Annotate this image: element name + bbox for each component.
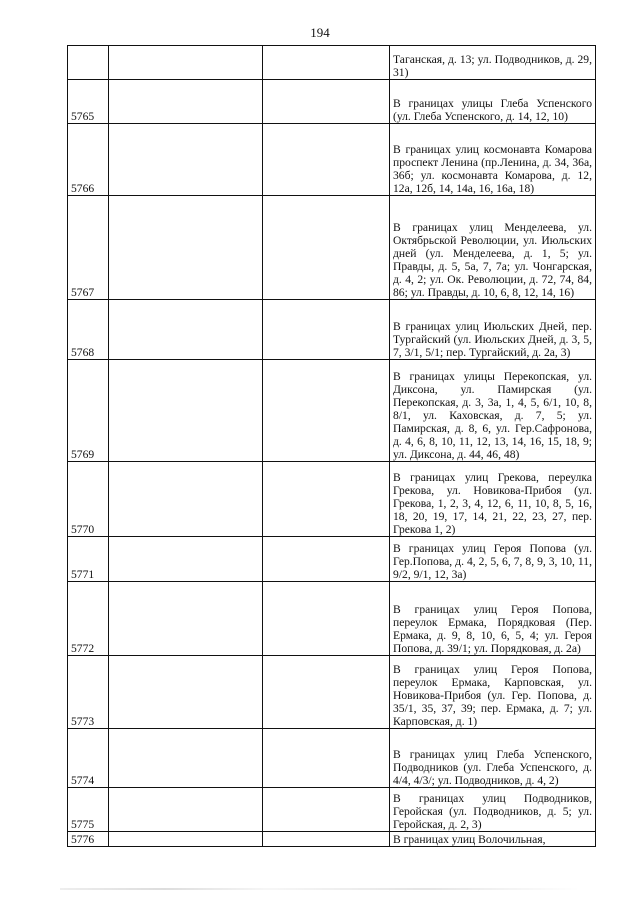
empty-cell <box>263 462 390 537</box>
empty-cell <box>109 537 263 582</box>
empty-cell <box>263 788 390 832</box>
empty-cell <box>263 729 390 788</box>
empty-cell <box>263 582 390 656</box>
empty-cell <box>109 46 263 80</box>
row-number: 5769 <box>68 360 109 462</box>
table-row <box>68 462 596 537</box>
table-row <box>68 80 596 124</box>
page-number: 194 <box>310 25 330 40</box>
empty-cell <box>109 360 263 462</box>
row-number: 5776 <box>68 832 109 847</box>
table-row <box>68 788 596 832</box>
table-row <box>68 124 596 196</box>
boundary-description: В границах улиц Глеба Успенского, Подводников (ул. Глеба Успенского, д. 4/4, 4/3/; ул. Подводников, д. 4, 2) <box>390 729 596 788</box>
boundary-description: Таганская, д. 13; ул. Подводников, д. 29, 31) <box>390 46 596 80</box>
row-number <box>68 46 109 80</box>
empty-cell <box>263 300 390 360</box>
boundary-description: В границах улиц Подводников, Геройская (ул. Подводников, д. 5; ул. Геройская, д. 2, 3) <box>390 788 596 832</box>
table-row <box>68 46 596 80</box>
row-number: 5773 <box>68 656 109 729</box>
empty-cell <box>109 832 263 847</box>
row-number: 5772 <box>68 582 109 656</box>
table-row <box>68 360 596 462</box>
empty-cell <box>109 729 263 788</box>
boundary-description: В границах улицы Перекопская, ул. Диксона, ул. Памирская (ул. Перекопская, д. 3, 3а, 1, 4, 5, 6/1, 10, 8, 8/1, ул. Каховская, д. 7, 5; ул. Памирская, д. 8, 6, ул. Гер.Сафронова, д. 4, 6, 8, 10, 11, 12, 13, 14, 16, 15, 18, 9; ул. Диксона, д. 44, 46, 48) <box>390 360 596 462</box>
scan-artifact-line <box>60 888 580 890</box>
empty-cell <box>109 656 263 729</box>
table-row <box>68 656 596 729</box>
empty-cell <box>109 582 263 656</box>
row-number: 5767 <box>68 196 109 300</box>
empty-cell <box>263 656 390 729</box>
empty-cell <box>263 196 390 300</box>
empty-cell <box>263 124 390 196</box>
table-row <box>68 582 596 656</box>
boundary-description: В границах улиц Героя Попова (ул. Гер.Попова, д. 4, 2, 5, 6, 7, 8, 9, 3, 10, 11, 9/2, 9/1, 12, 3а) <box>390 537 596 582</box>
empty-cell <box>109 788 263 832</box>
table-row <box>68 832 596 847</box>
empty-cell <box>109 462 263 537</box>
boundary-description: В границах улиц Грекова, переулка Грекова, ул. Новикова-Прибоя (ул. Грекова, 1, 2, 3, 4, 12, 6, 11, 10, 8, 5, 16, 18, 20, 19, 17, 14, 21, 22, 23, 27, пер. Грекова 1, 2) <box>390 462 596 537</box>
table-row <box>68 537 596 582</box>
table-row <box>68 300 596 360</box>
empty-cell <box>109 196 263 300</box>
row-number: 5774 <box>68 729 109 788</box>
boundary-description: В границах улиц Героя Попова, переулок Ермака, Порядковая (Пер. Ермака, д. 9, 8, 10, 6, 5, 4; ул. Героя Попова, д. 39/1; ул. Порядковая, д. 2а) <box>390 582 596 656</box>
boundary-description: В границах улиц Менделеева, ул. Октябрьской Революции, ул. Июльских дней (ул. Менделеева, д. 1, 5; ул. Правды, д. 5, 5а, 7, 7а; ул. Чонгарская, д. 4, 2; ул. Ок. Революции, д. 72, 74, 84, 86; ул. Правды, д. 10, 6, 8, 12, 14, 16) <box>390 196 596 300</box>
table-row <box>68 196 596 300</box>
register-table-body <box>68 46 596 847</box>
empty-cell <box>109 124 263 196</box>
row-number: 5765 <box>68 80 109 124</box>
boundary-description: В границах улиц Июльских Дней, пер. Тургайский (ул. Июльских Дней, д. 3, 5, 7, 3/1, 5/1; пер. Тургайский, д. 2а, 3) <box>390 300 596 360</box>
boundary-description: В границах улицы Глеба Успенского (ул. Глеба Успенского, д. 14, 12, 10) <box>390 80 596 124</box>
empty-cell <box>109 300 263 360</box>
empty-cell <box>263 832 390 847</box>
row-number: 5770 <box>68 462 109 537</box>
empty-cell <box>263 80 390 124</box>
empty-cell <box>263 537 390 582</box>
boundary-description: В границах улиц космонавта Комарова проспект Ленина (пр.Ленина, д. 34, 36а, 36б; ул. космонавта Комарова, д. 12, 12а, 12б, 14, 14а, 16, 16а, 18) <box>390 124 596 196</box>
boundary-description: В границах улиц Волочильная, <box>390 832 596 847</box>
register-table <box>67 45 596 847</box>
row-number: 5771 <box>68 537 109 582</box>
row-number: 5766 <box>68 124 109 196</box>
empty-cell <box>109 80 263 124</box>
boundary-description: В границах улиц Героя Попова, переулок Ермака, Карповская, ул. Новикова-Прибоя (ул. Гер. Попова, д. 35/1, 35, 37, 39; пер. Ермака, д. 7; ул. Карповская, д. 1) <box>390 656 596 729</box>
empty-cell <box>263 46 390 80</box>
row-number: 5768 <box>68 300 109 360</box>
row-number: 5775 <box>68 788 109 832</box>
table-row <box>68 729 596 788</box>
empty-cell <box>263 360 390 462</box>
